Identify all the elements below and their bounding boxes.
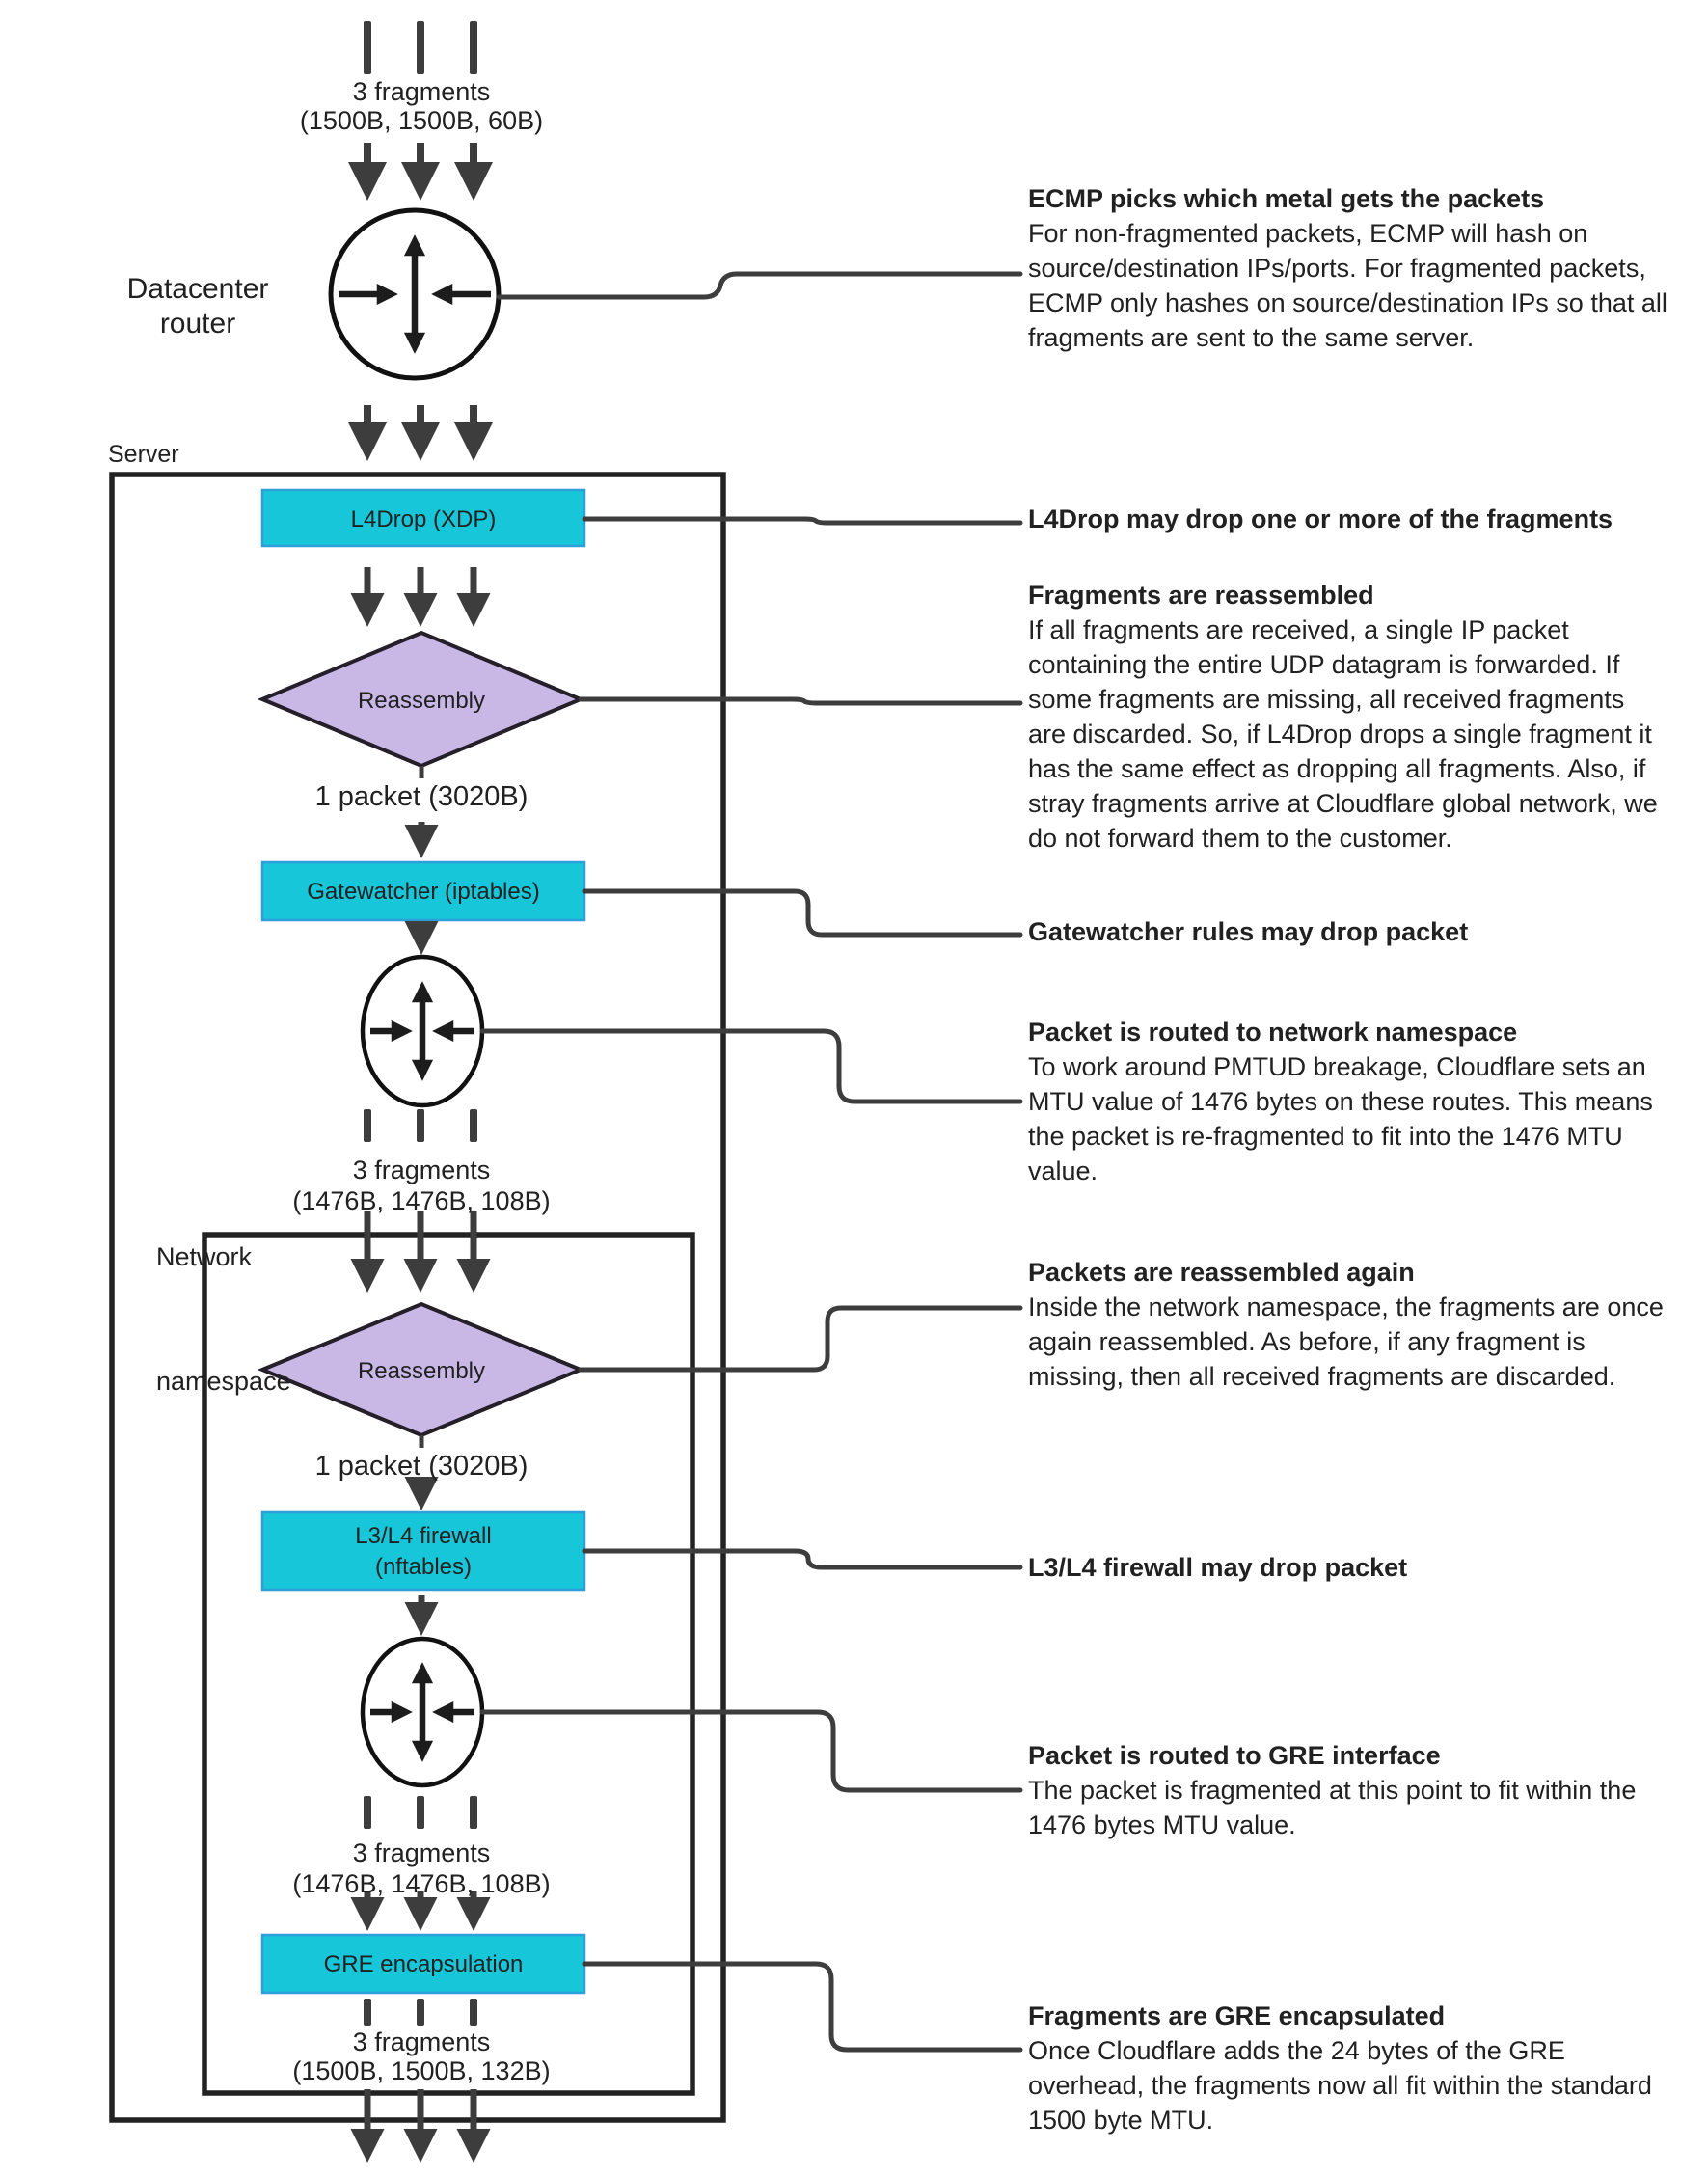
reassembly1-label: Reassembly [357, 688, 486, 714]
annotation-reassembled-again: Packets are reassembled again Inside the network namespace, the fragments are once again reassembled. As before, if any fragment is missing, then all received fragments are discarded. [1028, 1258, 1664, 1391]
gatewatcher-label: Gatewatcher (iptables) [307, 879, 540, 905]
connector-l4drop [584, 519, 1020, 523]
incoming-fragments-sizes: (1500B, 1500B, 60B) [299, 106, 544, 135]
l4drop-label: L4Drop (XDP) [350, 506, 497, 532]
server-label: Server [108, 441, 179, 468]
annotation-gatewatcher: Gatewatcher rules may drop packet [1028, 917, 1469, 946]
fragments3-sizes: (1476B, 1476B, 108B) [292, 1869, 551, 1898]
router-icon [363, 957, 482, 1105]
annotation-firewall: L3/L4 firewall may drop packet [1028, 1553, 1408, 1582]
arrows-into-namespace [367, 1211, 474, 1279]
datacenter-router-label: Datacenter router [126, 273, 269, 340]
annotation-gre-encapsulated: Fragments are GRE encapsulated Once Cloudflare adds the 24 bytes of the GRE overhead, the fragments now all fit within the standard 1500 byte MTU. [1028, 2001, 1652, 2135]
fragments4-label: 3 fragments [352, 2027, 491, 2056]
fragments4-sizes: (1500B, 1500B, 132B) [292, 2056, 551, 2085]
incoming-fragments-label: 3 fragments [352, 77, 491, 106]
incoming-fragment-bars [364, 21, 477, 74]
fragments2-label: 3 fragments [352, 1156, 491, 1184]
arrows-into-server [367, 405, 474, 446]
annotation-reassembled: Fragments are reassembled If all fragments are received, a single IP packet containing the entire UDP datagram is forwarded. If some fragments are missing, all received fragments are discarded. So, if L4Drop drops a single fragment it has the same effect as dropping all fragments. Also, if stray fragments arrive at Cloudflare global network, we do not forward them to the customer. [1028, 581, 1658, 853]
connector-reassembly2 [581, 1308, 1020, 1370]
connector-route1 [482, 1031, 1020, 1102]
connector-gatewatcher [584, 891, 1020, 935]
fragment-bars [364, 1999, 477, 2026]
annotation-l4drop: L4Drop may drop one or more of the fragments [1028, 504, 1613, 533]
router-icon [363, 1639, 482, 1785]
fragments2-sizes: (1476B, 1476B, 108B) [292, 1186, 551, 1215]
connector-gre [584, 1964, 1020, 2050]
router-icon [331, 210, 499, 378]
connector-ecmp [499, 274, 1020, 297]
reassembly2-label: Reassembly [357, 1358, 486, 1384]
connector-firewall [584, 1551, 1020, 1567]
gre-label: GRE encapsulation [323, 1951, 524, 1977]
arrows-l4drop-to-reassembly [367, 567, 474, 613]
connector-reassembly1 [581, 699, 1020, 703]
fragment-bars [364, 1796, 477, 1829]
packet1-label: 1 packet (3020B) [314, 781, 529, 812]
fragment-bars [364, 1109, 477, 1142]
packet2-label: 1 packet (3020B) [314, 1451, 529, 1482]
arrows-into-router [367, 143, 474, 185]
fragments3-label: 3 fragments [352, 1838, 491, 1867]
annotation-gre-interface: Packet is routed to GRE interface The packet is fragmented at this point to fit within the 1476 bytes MTU value. [1028, 1741, 1637, 1839]
annotation-routed-namespace: Packet is routed to network namespace To work around PMTUD breakage, Cloudflare sets an MTU value of 1476 bytes on these routes. This means the packet is re-fragmented to fit into the 1476 MTU value. [1028, 1018, 1653, 1185]
annotation-ecmp: ECMP picks which metal gets the packets For non-fragmented packets, ECMP will hash on source/destination IPs/ports. For fragmented packets, ECMP only hashes on source/destination IPs so that all fragments are sent to the same server. [1028, 184, 1667, 352]
connector-route2 [482, 1712, 1020, 1790]
network-namespace-label: Network namespace [156, 1242, 291, 1396]
firewall-label: L3/L4 firewall (nftables) [355, 1523, 492, 1580]
